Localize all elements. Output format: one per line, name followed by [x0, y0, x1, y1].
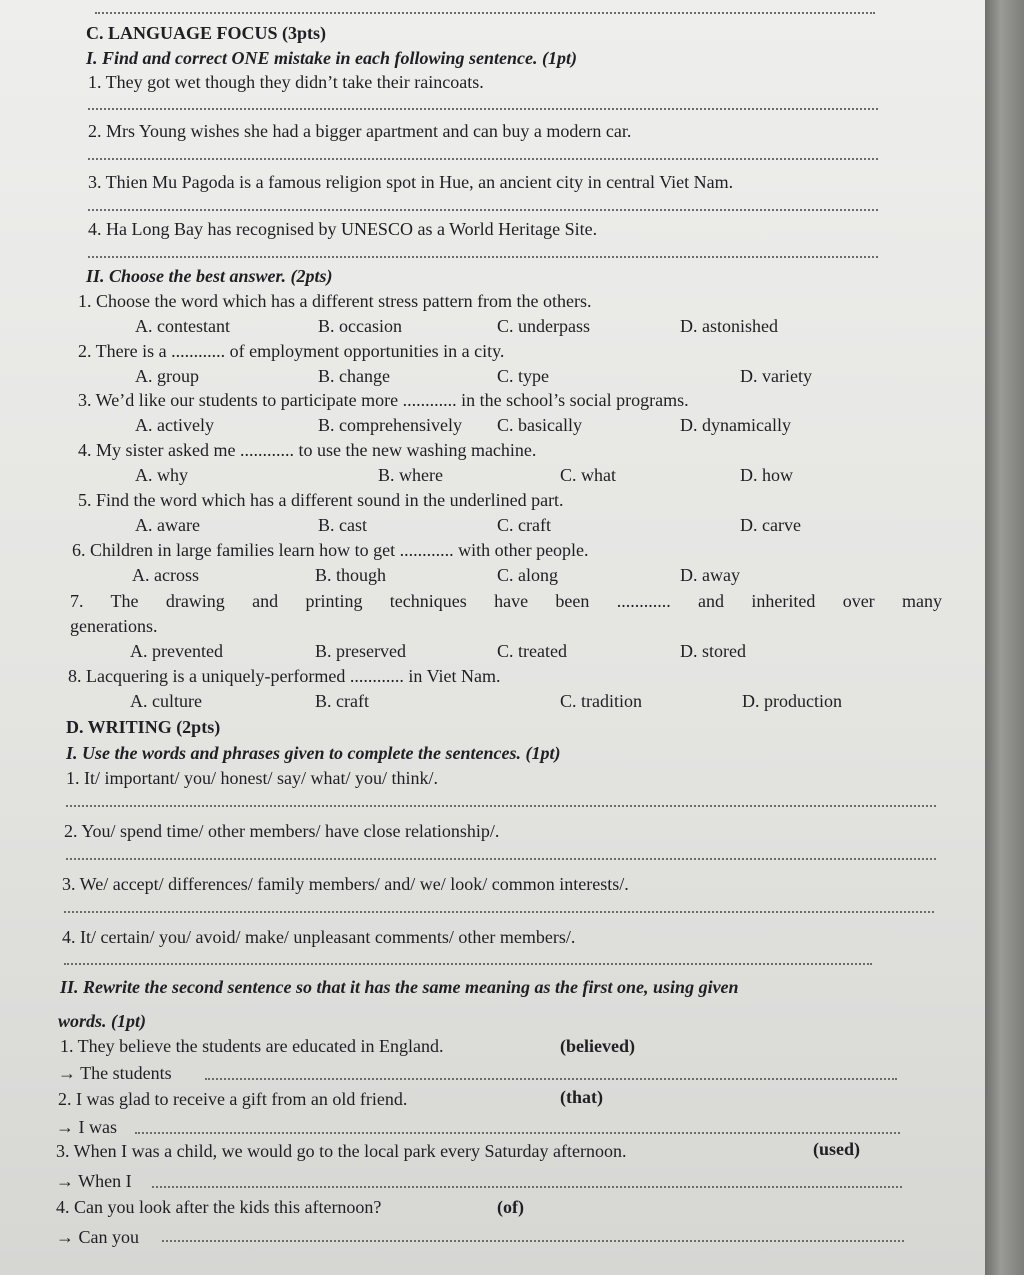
mistake-sentence: 1. They got wet though they didn’t take their raincoats.: [88, 72, 484, 92]
rewrite-start: → The students: [58, 1063, 172, 1083]
option-a: A. contestant: [135, 316, 230, 336]
option-c: C. type: [497, 366, 549, 386]
option-d: D. carve: [740, 515, 801, 535]
option-b: B. where: [378, 465, 443, 485]
writing-item: 3. We/ accept/ differences/ family members/ and/ we/ look/ common interests/.: [62, 874, 629, 894]
question: [70, 590, 942, 612]
option-b: B. craft: [315, 691, 369, 711]
option-d: D. variety: [740, 366, 812, 386]
part-title: I. Find and correct ONE mistake in each following sentence. (1pt): [86, 48, 578, 68]
option-b: B. though: [315, 565, 387, 585]
option-d: D. dynamically: [680, 415, 791, 435]
writing-item: 2. You/ spend time/ other members/ have close relationship/.: [64, 821, 500, 841]
answer-line: [88, 256, 878, 258]
option-c: C. tradition: [560, 691, 642, 711]
option-c: C. basically: [497, 415, 582, 435]
option-d: D. astonished: [680, 316, 778, 336]
rewrite-cue: (that): [560, 1087, 603, 1107]
answer-line: [152, 1186, 902, 1188]
part-title-continuation: words. (1pt): [58, 1011, 147, 1031]
question: 2. There is a ............ of employment opportunities in a city.: [78, 341, 505, 361]
writing-item: 1. It/ important/ you/ honest/ say/ what/ you/ think/.: [66, 768, 438, 788]
rewrite-start: → When I: [56, 1171, 132, 1191]
rewrite-cue: (of): [497, 1197, 524, 1217]
rewrite-cue: (used): [813, 1139, 861, 1159]
question: 3. We’d like our students to participate more ............ in the school’s social programs.: [78, 390, 689, 410]
mistake-sentence: 3. Thien Mu Pagoda is a famous religion spot in Hue, an ancient city in central Viet Nam.: [88, 172, 734, 192]
option-b: B. occasion: [318, 316, 402, 336]
option-c: C. what: [560, 465, 616, 485]
option-a: A. across: [132, 565, 199, 585]
option-c: C. underpass: [497, 316, 590, 336]
part-title: I. Use the words and phrases given to complete the sentences. (1pt): [66, 743, 561, 763]
option-d: D. production: [742, 691, 842, 711]
answer-line: [135, 1132, 900, 1134]
answer-line: [88, 158, 878, 160]
option-b: B. preserved: [315, 641, 406, 661]
option-a: A. group: [135, 366, 199, 386]
mistake-sentence: 2. Mrs Young wishes she had a bigger apartment and can buy a modern car.: [88, 121, 632, 141]
answer-line: [66, 858, 936, 860]
answer-line: [88, 209, 878, 211]
option-a: A. aware: [135, 515, 200, 535]
table-edge-background: [985, 0, 1024, 1275]
rewrite-sentence: 1. They believe the students are educated in England.: [60, 1036, 444, 1056]
rewrite-cue: (believed): [560, 1036, 635, 1056]
question: 4. My sister asked me ............ to use the new washing machine.: [78, 440, 537, 460]
option-b: B. comprehensively: [318, 415, 462, 435]
answer-line: [64, 963, 872, 965]
rewrite-start: → Can you: [56, 1227, 139, 1247]
rewrite-sentence: 3. When I was a child, we would go to the local park every Saturday afternoon.: [56, 1141, 627, 1161]
writing-item: 4. It/ certain/ you/ avoid/ make/ unpleasant comments/ other members/.: [62, 927, 576, 947]
part-title: II. Rewrite the second sentence so that it has the same meaning as the first one, using given: [60, 977, 739, 997]
part-title: II. Choose the best answer. (2pts): [86, 266, 333, 286]
mistake-sentence: 4. Ha Long Bay has recognised by UNESCO as a World Heritage Site.: [88, 219, 598, 239]
rewrite-start: → I was: [56, 1117, 117, 1137]
question-line-1: 7. The drawing and printing techniques have been ............ and inherited over many: [70, 591, 942, 611]
answer-line: [205, 1078, 897, 1080]
option-a: A. actively: [135, 415, 214, 435]
question: 6. Children in large families learn how to get ............ with other people.: [72, 540, 589, 560]
option-d: D. stored: [680, 641, 746, 661]
rewrite-sentence: 4. Can you look after the kids this afternoon?: [56, 1197, 382, 1217]
question-continuation: generations.: [70, 616, 158, 636]
option-a: A. culture: [130, 691, 202, 711]
question: 8. Lacquering is a uniquely-performed ............ in Viet Nam.: [68, 666, 501, 686]
question: 5. Find the word which has a different sound in the underlined part.: [78, 490, 564, 510]
answer-line: [162, 1240, 904, 1242]
option-b: B. change: [318, 366, 390, 386]
answer-line: [64, 911, 934, 913]
option-a: A. prevented: [130, 641, 223, 661]
section-heading-writing: D. WRITING (2pts): [66, 717, 221, 737]
question: 1. Choose the word which has a different stress pattern from the others.: [78, 291, 592, 311]
option-c: C. treated: [497, 641, 567, 661]
option-d: D. away: [680, 565, 740, 585]
answer-line: [88, 108, 878, 110]
option-c: C. along: [497, 565, 558, 585]
option-b: B. cast: [318, 515, 367, 535]
answer-line: [66, 805, 936, 807]
rewrite-sentence: 2. I was glad to receive a gift from an old friend.: [58, 1089, 408, 1109]
section-heading-language-focus: C. LANGUAGE FOCUS (3pts): [86, 23, 327, 43]
option-d: D. how: [740, 465, 793, 485]
option-c: C. craft: [497, 515, 551, 535]
top-rule: [95, 12, 875, 14]
option-a: A. why: [135, 465, 188, 485]
